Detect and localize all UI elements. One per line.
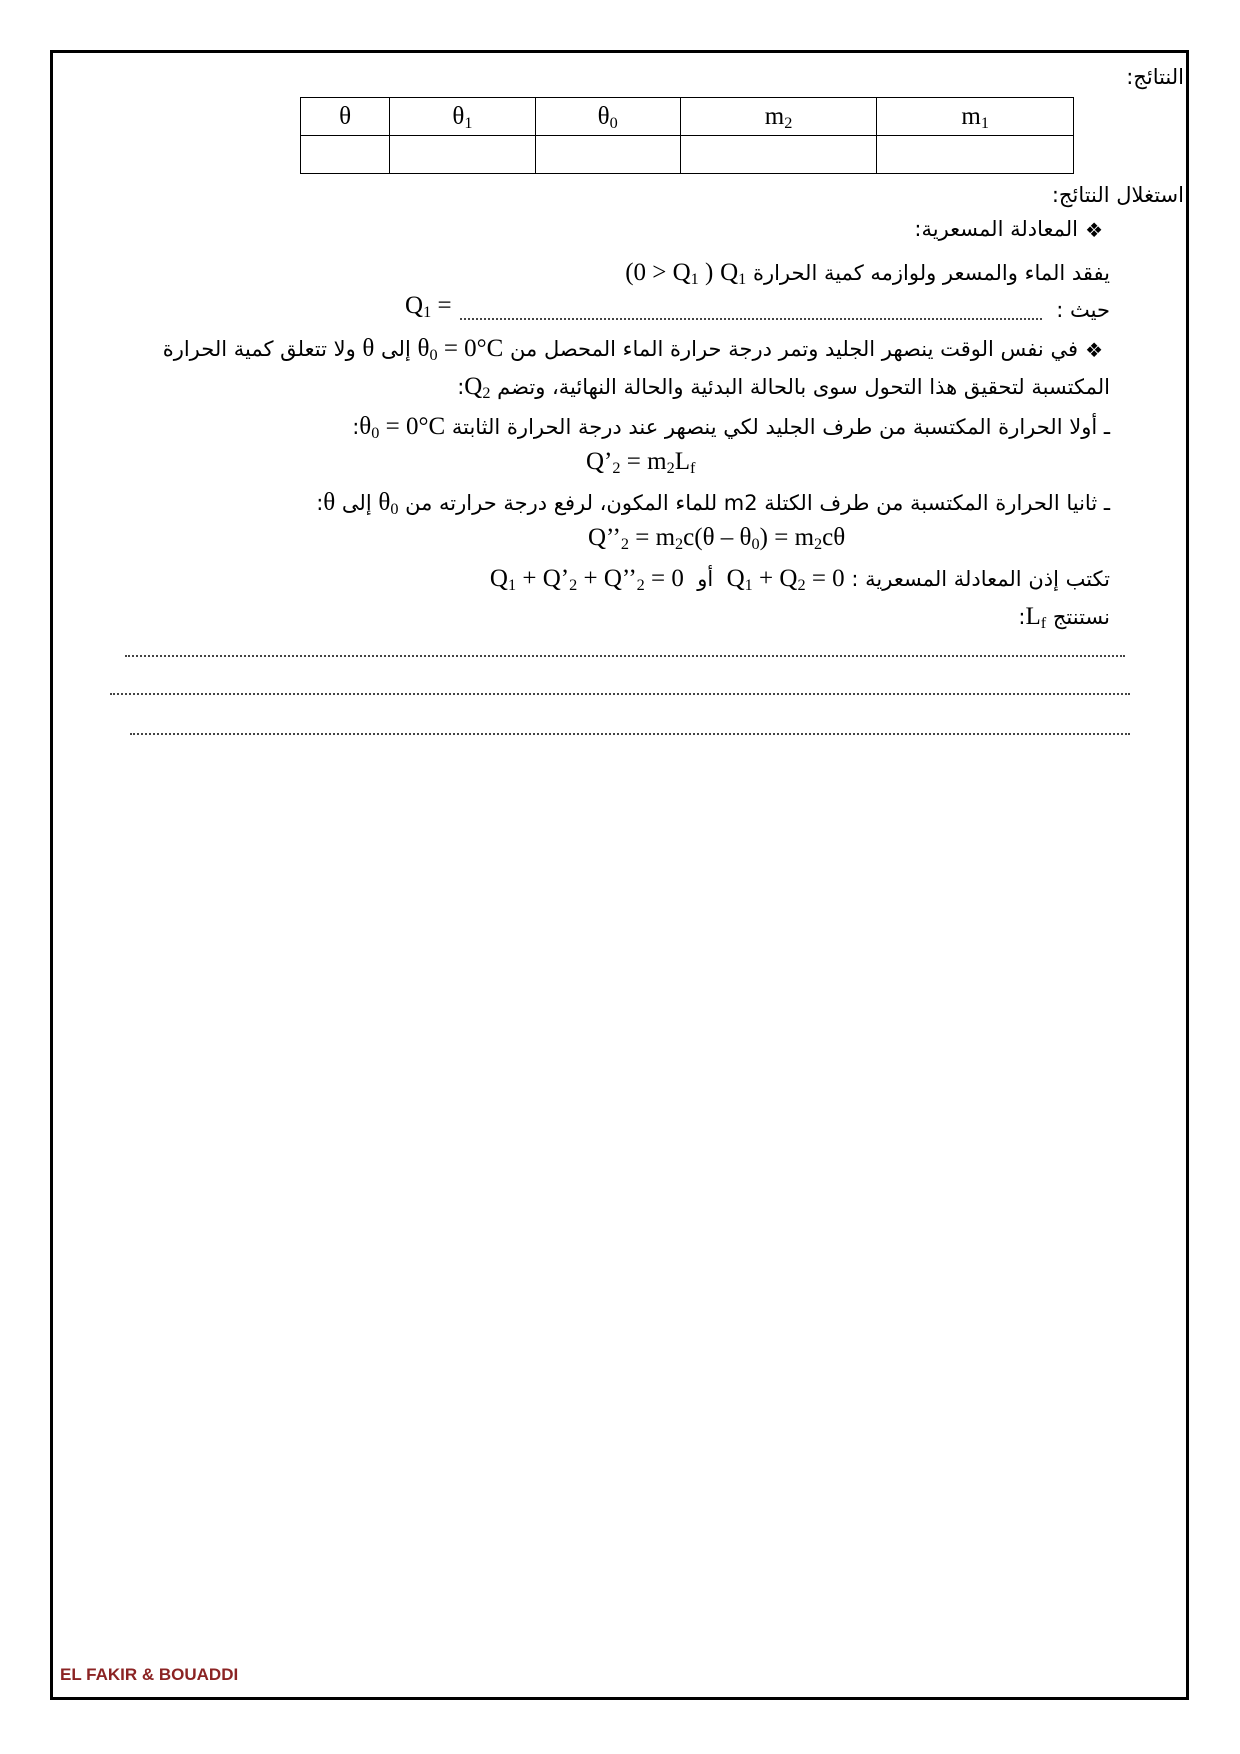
- deduce-line: نستنتج $L_f$:: [1018, 603, 1110, 633]
- header-m1: $m_1$: [877, 98, 1074, 136]
- paragraph-line1: في نفس الوقت ينصهر الجليد وتمر درجة حرارة الماء المحصل من $\theta_0 = 0^\circ C$ إلى θ ولا تتعلق كمية الحرارة: [162, 335, 1078, 365]
- calor-eq-label: تكتب إذن المعادلة المسعرية :: [851, 567, 1110, 591]
- calor-eq2: $Q_1$ + $Q’_2$ + $Q’’_2 = 0$: [489, 565, 684, 595]
- calor-eq-or: أو: [697, 567, 714, 591]
- eq-q2-double-prime: $Q’’_2 = m_2c(\theta - \theta_0) = m_2c\theta$: [588, 524, 846, 554]
- q1-symbol: $Q_1$: [720, 259, 747, 289]
- calor-eq-line: [490, 564, 1110, 594]
- exploitation-heading: استغلال النتائج:: [1051, 183, 1184, 207]
- q1-equals: $Q_1$ =: [405, 292, 452, 322]
- table-row: [301, 136, 1074, 174]
- table-cell[interactable]: [680, 136, 877, 174]
- bullet-diamond-icon: ❖: [1085, 338, 1103, 362]
- answer-dots-line[interactable]: [110, 693, 1130, 695]
- first-line: ـ أولا الحرارة المكتسبة من طرف الجليد لكي ينصهر عند درجة الحرارة الثابتة $\theta_0 = 0^\circ C$:: [352, 413, 1110, 443]
- answer-dots-line[interactable]: [125, 655, 1125, 657]
- paragraph-line2: المكتسبة لتحقيق هذا التحول سوى بالحالة البدئية والحالة النهائية، وتضم $Q_2$:: [457, 373, 1110, 403]
- second-line: ـ ثانيا الحرارة المكتسبة من طرف الكتلة m2 للماء المكون، لرفع درجة حرارته من $\theta_0$ إلى θ:: [316, 489, 1110, 519]
- header-theta: θ: [301, 98, 390, 136]
- header-m2: $m_2$: [680, 98, 877, 136]
- eq-q2-prime: $Q’_2 = m_2L_f$: [586, 448, 696, 478]
- footer-authors: EL FAKIR & BOUADDI: [60, 1665, 239, 1684]
- water-loses-line: [625, 258, 1110, 288]
- table-cell[interactable]: [390, 136, 535, 174]
- answer-dots-line[interactable]: [130, 733, 1130, 735]
- water-loses-text: يفقد الماء والمسعر ولوازمه كمية الحرارة: [752, 261, 1110, 285]
- header-theta0: $\theta_0$: [535, 98, 680, 136]
- results-heading: النتائج:: [1126, 65, 1184, 89]
- q1-condition: ($0 > Q_1$ ): [625, 259, 714, 289]
- table-header-row: [301, 98, 1074, 136]
- q1-answer-dots[interactable]: [460, 318, 1042, 320]
- calorimetric-heading: المعادلة المسعرية:: [914, 217, 1078, 241]
- results-table: [300, 97, 1074, 174]
- table-cell[interactable]: [301, 136, 390, 174]
- where-label: حيث :: [1056, 298, 1110, 322]
- page-frame: [50, 50, 1189, 1700]
- bullet-diamond-icon: ❖: [1085, 218, 1103, 242]
- table-cell[interactable]: [535, 136, 680, 174]
- table-cell[interactable]: [877, 136, 1074, 174]
- calor-eq1: $Q_1 + Q_2 = 0$: [726, 565, 845, 595]
- header-theta1: $\theta_1$: [390, 98, 535, 136]
